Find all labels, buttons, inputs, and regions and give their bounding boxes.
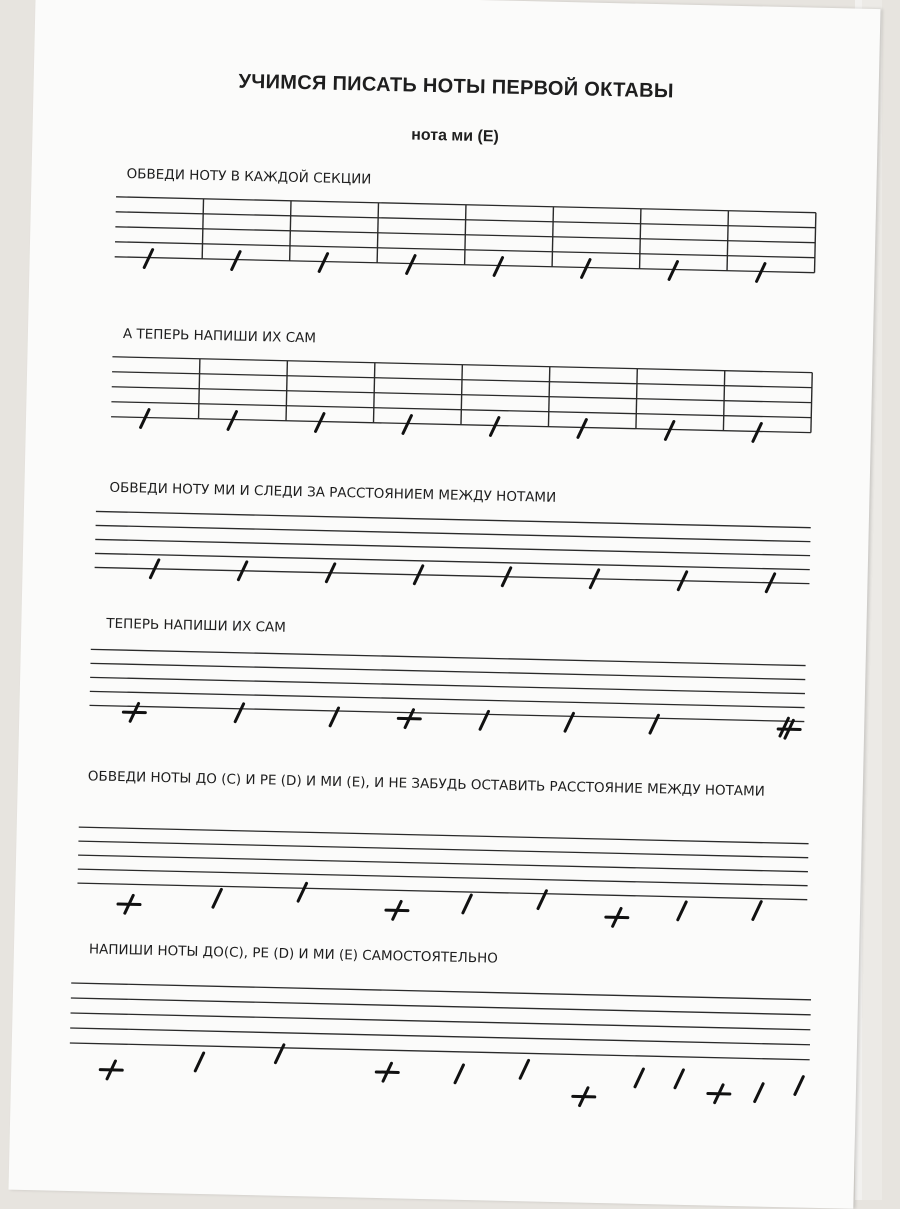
bar-line bbox=[636, 369, 637, 429]
note-mark bbox=[582, 259, 590, 277]
section-1-instruction: ОБВЕДИ НОТУ В КАЖДОЙ СЕКЦИИ bbox=[126, 164, 371, 190]
staff-line bbox=[96, 525, 811, 541]
note-mark bbox=[490, 417, 498, 435]
staff-line bbox=[77, 883, 807, 900]
note-mark bbox=[141, 409, 149, 427]
note-mark bbox=[753, 423, 761, 441]
staff-line bbox=[95, 553, 810, 569]
section-6-instruction: НАПИШИ НОТЫ ДО(C), РЕ (D) И МИ (E) САМОСТОЯТЕЛЬНО bbox=[89, 939, 498, 968]
note-mark bbox=[669, 261, 677, 279]
section-3-staff bbox=[94, 503, 816, 599]
page-subtitle: нота ми (E) bbox=[32, 118, 877, 155]
note-mark bbox=[455, 1065, 463, 1083]
bar-line bbox=[548, 367, 549, 427]
staff-line bbox=[71, 1013, 811, 1030]
staff-line bbox=[95, 539, 810, 555]
worksheet-page bbox=[9, 0, 881, 1209]
staff-line bbox=[71, 998, 811, 1015]
note-mark bbox=[520, 1060, 528, 1078]
section-5-instruction: ОБВЕДИ НОТЫ ДО (C) И РЕ (D) И МИ (E), И НЕ ЗАБУДЬ ОСТАВИТЬ РАССТОЯНИЕ МЕЖДУ НОТАМИ bbox=[88, 766, 818, 803]
bar-line bbox=[202, 199, 203, 259]
section-1-staff bbox=[114, 192, 816, 288]
note-mark bbox=[213, 889, 221, 907]
bar-line bbox=[811, 373, 812, 433]
bar-line bbox=[199, 359, 200, 419]
staff-line bbox=[90, 663, 805, 679]
section-4-instruction: ТЕПЕРЬ НАПИШИ ИХ САМ bbox=[106, 614, 286, 638]
note-mark bbox=[757, 263, 765, 281]
section-2-staff bbox=[111, 352, 813, 448]
bar-line bbox=[727, 211, 728, 271]
bar-line bbox=[377, 203, 378, 263]
note-mark bbox=[407, 255, 415, 273]
note-mark bbox=[635, 1069, 643, 1087]
note-mark bbox=[795, 1076, 803, 1094]
staff-line bbox=[90, 677, 805, 693]
staff-line bbox=[78, 855, 808, 872]
bar-line bbox=[640, 209, 641, 269]
bar-line bbox=[552, 207, 553, 267]
note-mark bbox=[678, 902, 686, 920]
bar-line bbox=[286, 361, 287, 421]
bar-line bbox=[461, 365, 462, 425]
note-mark bbox=[195, 1053, 203, 1071]
staff-line bbox=[78, 841, 808, 858]
staff-line bbox=[70, 1043, 810, 1060]
staff-line bbox=[78, 869, 808, 886]
note-mark bbox=[403, 415, 411, 433]
note-mark bbox=[298, 883, 306, 901]
note-mark bbox=[463, 895, 471, 913]
note-mark bbox=[319, 253, 327, 271]
note-mark bbox=[755, 1084, 763, 1102]
note-mark bbox=[675, 1070, 683, 1088]
note-mark bbox=[235, 704, 243, 722]
note-mark bbox=[578, 419, 586, 437]
staff-line bbox=[90, 691, 805, 707]
note-mark bbox=[316, 413, 324, 431]
staff-line bbox=[70, 1028, 810, 1045]
staff-line bbox=[71, 983, 811, 1000]
bar-line bbox=[815, 213, 816, 273]
section-6-staff bbox=[69, 973, 817, 1115]
note-mark bbox=[232, 251, 240, 269]
note-mark bbox=[228, 411, 236, 429]
bar-line bbox=[290, 201, 291, 261]
section-5-staff bbox=[77, 817, 814, 929]
bar-line bbox=[723, 371, 724, 431]
bar-line bbox=[465, 205, 466, 265]
page-title: УЧИМСЯ ПИСАТЬ НОТЫ ПЕРВОЙ ОКТАВЫ bbox=[33, 66, 878, 108]
staff-line bbox=[90, 705, 805, 721]
note-mark bbox=[665, 421, 673, 439]
section-2-instruction: А ТЕПЕРЬ НАПИШИ ИХ САМ bbox=[123, 324, 316, 348]
note-mark bbox=[144, 249, 152, 267]
staff-line bbox=[96, 511, 811, 527]
section-3-instruction: ОБВЕДИ НОТУ МИ И СЛЕДИ ЗА РАССТОЯНИЕМ МЕЖДУ НОТАМИ bbox=[109, 478, 556, 508]
bar-line bbox=[373, 363, 374, 423]
note-mark bbox=[753, 901, 761, 919]
staff-line bbox=[95, 567, 810, 583]
staff-line bbox=[91, 649, 806, 665]
section-4-staff bbox=[89, 641, 811, 742]
note-mark bbox=[494, 257, 502, 275]
staff-line bbox=[79, 827, 809, 844]
